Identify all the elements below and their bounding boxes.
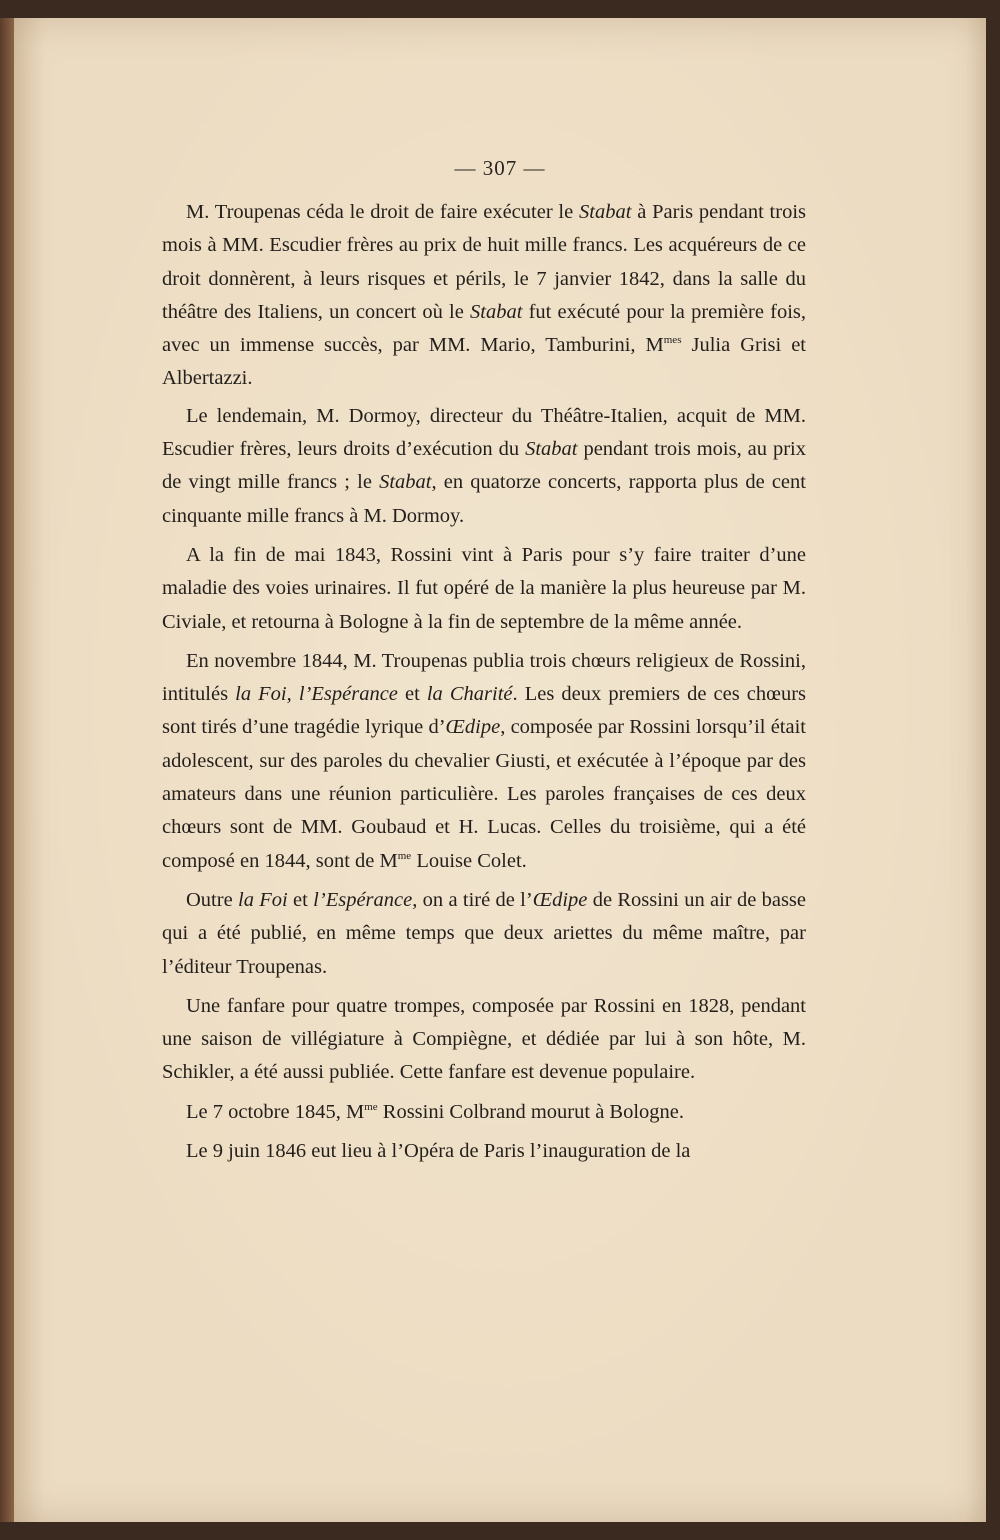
text-run: Le lendemain, M. Dormoy, directeur du Théâtre-Italien, acquit de MM. Escudier frères, leurs droits d’exécution du — [162, 404, 806, 461]
text-run: et — [287, 888, 314, 911]
text-run: En novembre 1844, M. Troupenas publia trois chœurs religieux de Rossini, intitulés — [162, 649, 806, 706]
text-run: , — [286, 683, 299, 706]
italic-text: Stabat — [525, 438, 578, 461]
text-run: Louise Colet. — [411, 849, 527, 872]
paragraph-6 — [162, 990, 806, 1090]
paragraph-2 — [162, 400, 806, 533]
text-run: à Paris pendant trois mois à MM. Escudier frères au prix de huit mille francs. Les acquéreurs de ce droit donnèrent, à leurs risques et périls, le 7 janvier 1842, dans la salle du théâtre des Italiens, un concert où le — [162, 201, 806, 323]
italic-text: Stabat — [379, 471, 432, 494]
italic-text: l’Espérance — [298, 683, 398, 706]
text-run: Julia Grisi et Albertazzi. — [162, 334, 806, 390]
text-run: Le 9 juin 1846 eut lieu à l’Opéra de Paris l’inauguration de la — [186, 1140, 691, 1163]
paragraph-4 — [162, 645, 806, 878]
text-run: Outre — [186, 888, 238, 911]
text-run: , en quatorze concerts, rapporta plus de cent cinquante mille francs à M. Dormoy. — [162, 471, 806, 527]
paragraph-7 — [162, 1096, 806, 1129]
text-run: Une fanfare pour quatre trompes, composée par Rossini en 1828, pendant une saison de villégiature à Compiègne, et dédiée par lui à son hôte, M. Schikler, a été aussi publiée. Cette fanfare est devenue populaire. — [162, 994, 806, 1084]
page-number: — 307 — — [454, 156, 546, 180]
superscript-text: me — [397, 849, 412, 862]
paragraph-8 — [162, 1135, 806, 1168]
text-run: pendant trois mois, au prix de vingt mille francs ; le — [162, 438, 806, 494]
text-run: et — [397, 683, 427, 706]
italic-text: Œdipe — [445, 716, 501, 739]
text-run: Le 7 octobre 1845, M — [186, 1100, 365, 1123]
text-run: , composée par Rossini lorsqu’il était adolescent, sur des paroles du chevalier Giusti, et exécutée à l’époque par des amateurs dans une réunion particulière. Les paroles françaises de ces deux chœurs sont de MM. Goubaud et H. Lucas. Celles du troisième, qui a été composé en 1844, sont de M — [162, 716, 806, 872]
italic-text: Œdipe — [532, 888, 588, 911]
italic-text: Stabat — [470, 300, 523, 323]
body-text — [162, 196, 806, 1174]
paragraph-3 — [162, 539, 806, 639]
italic-text: la Charité — [426, 683, 513, 706]
superscript-text: me — [364, 1100, 378, 1113]
text-run: A la fin de mai 1843, Rossini vint à Paris pour s’y faire traiter d’une maladie des voies urinaires. Il fut opéré de la manière la plus heureuse par M. Civiale, et retourna à Bologne à la fin de septembre de la même année. — [162, 543, 806, 633]
text-run: M. Troupenas céda le droit de faire exécuter le — [186, 201, 580, 223]
superscript-text: mes — [663, 334, 682, 347]
italic-text: la Foi — [238, 888, 288, 911]
text-run: . Les deux premiers de ces chœurs sont tirés d’une tragédie lyrique d’ — [162, 683, 807, 739]
text-run: Rossini Colbrand mourut à Bologne. — [377, 1100, 685, 1123]
italic-text: l’Espérance — [313, 888, 413, 911]
paragraph-1 — [162, 196, 806, 396]
book-binding-edge — [0, 18, 14, 1522]
text-run: fut exécuté pour la première fois, avec un immense succès, par MM. Mario, Tamburini, M — [162, 300, 806, 357]
book-page — [14, 18, 986, 1522]
italic-text: la Foi — [235, 683, 287, 706]
italic-text: Stabat — [579, 201, 632, 223]
text-run: , on a tiré de l’ — [412, 888, 533, 911]
text-run: de Rossini un air de basse qui a été publié, en même temps que deux ariettes du même maître, par l’éditeur Troupenas. — [162, 888, 807, 978]
paragraph-5 — [162, 884, 806, 984]
